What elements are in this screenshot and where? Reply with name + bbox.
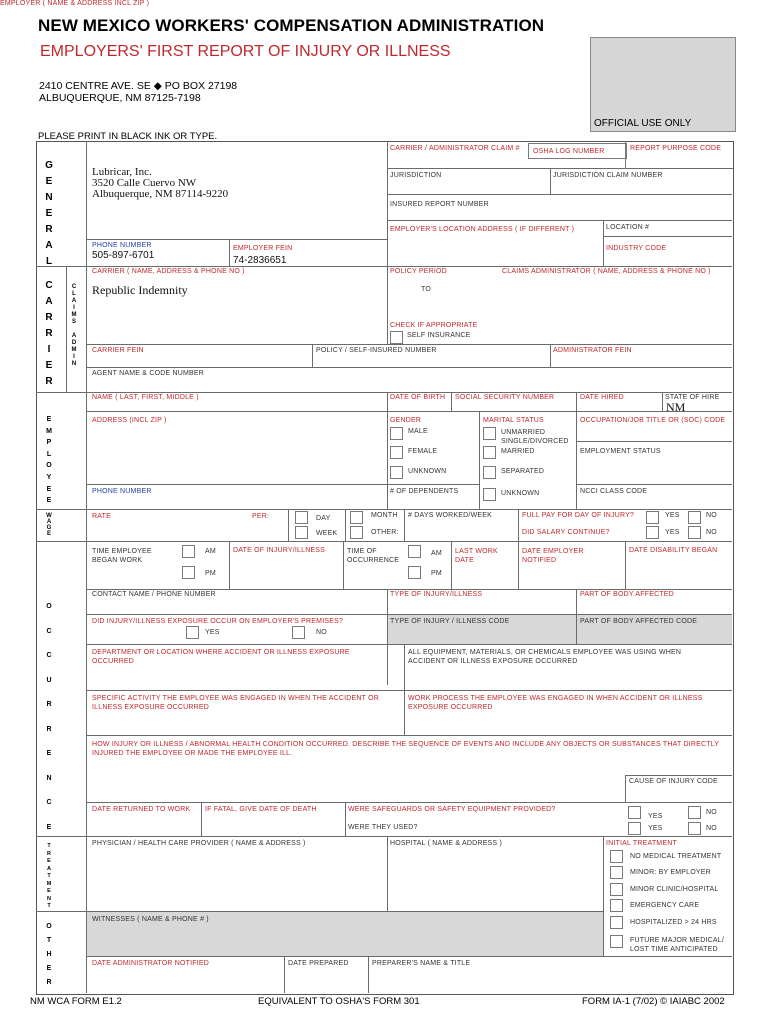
jurisdiction-label: JURISDICTION [390,172,442,179]
side-label-wage: W A G E [46,513,52,537]
state-hire-value[interactable]: NM [666,400,686,414]
policy-number-label: POLICY / SELF-INSURED NUMBER [316,347,437,354]
activity-label: SPECIFIC ACTIVITY THE EMPLOYEE WAS ENGAGED IN WHEN THE ACCIDENT OR ILLNESS EXPOSURE OCCURRED [92,695,380,711]
last-work-label: LAST WORK DATE [455,548,498,564]
premises-yes-checkbox[interactable] [186,626,199,639]
side-label-other: O T H E R [46,923,52,986]
used-yes-label: YES [648,825,663,832]
treatment-option-5-label: FUTURE MAJOR MEDICAL/ LOST TIME ANTICIPATED [630,937,725,953]
premises-no-checkbox[interactable] [292,626,305,639]
began-pm-checkbox[interactable] [182,566,195,579]
employer-city[interactable]: Albuquerque, NM 87114-9220 [92,188,229,200]
treatment-option-0-label: NO MEDICAL TREATMENT [630,853,722,860]
address-line-1: 2410 CENTRE AVE. SE ◆ PO BOX 27198 [39,80,238,92]
type-injury-label: TYPE OF INJURY/ILLNESS [390,591,483,598]
form-title: NEW MEXICO WORKERS' COMPENSATION ADMINISTRATION [38,16,545,35]
used-yes-checkbox[interactable] [628,822,641,835]
treatment-option-3-label: EMERGENCY CARE [630,902,700,909]
premises-label: DID INJURY/ILLNESS EXPOSURE OCCUR ON EMPLOYER'S PREMISES? [92,618,344,625]
jurisdiction-claim-label: JURISDICTION CLAIM NUMBER [553,172,663,179]
rate-label: RATE [92,513,111,520]
witnesses-label: WITNESSES ( NAME & PHONE # ) [92,916,209,923]
side-label-general: G E N E R A L [45,160,53,267]
occurrence-am-label: AM [431,550,442,557]
employer-fein[interactable]: 74-2836651 [233,255,287,266]
employee-name-label: NAME ( LAST, FIRST, MIDDLE ) [92,394,199,401]
full-pay-yes-checkbox[interactable] [646,511,659,524]
employer-label: EMPLOYER ( NAME & ADDRESS INCL ZIP ) [0,0,150,7]
policy-period-label: POLICY PERIOD [390,268,447,275]
side-label-occurrence: O C C U R R E N C E [46,603,52,831]
footer-form-left: NM WCA FORM E1.2 [30,996,122,1007]
marital-unknown-label: UNKNOWN [501,490,540,497]
official-use-label: OFFICIAL USE ONLY [594,118,692,129]
employer-fein-label: EMPLOYER FEIN [233,245,293,252]
side-label-employee: E M P L O Y E E [46,416,52,505]
report-purpose-label: REPORT PURPOSE CODE [630,145,722,152]
self-insurance-checkbox[interactable] [390,331,403,344]
date-injury-label: DATE OF INJURY/ILLNESS [233,547,326,554]
contact-label: CONTACT NAME / PHONE NUMBER [92,591,216,598]
dob-label: DATE OF BIRTH [390,394,446,401]
employer-phone[interactable]: 505-897-6701 [92,250,155,261]
treatment-option-3-checkbox[interactable] [610,899,623,912]
premises-yes-label: YES [205,629,220,636]
initial-treatment-label: INITIAL TREATMENT [606,840,677,847]
date-hired-label: DATE HIRED [580,394,624,401]
began-pm-label: PM [205,570,216,577]
employee-address-label: ADDRESS (INCL ZIP ) [92,417,167,424]
ssn-label: SOCIAL SECURITY NUMBER [455,394,555,401]
marital-unknown-checkbox[interactable] [483,488,496,501]
salary-no-checkbox[interactable] [688,526,701,539]
address-line-2: ALBUQUERQUE, NM 87125-7198 [39,92,201,104]
occurrence-pm-checkbox[interactable] [408,566,421,579]
gender-label: GENDER [390,417,422,424]
occurrence-pm-label: PM [431,570,442,577]
employee-phone-label: PHONE NUMBER [92,488,152,495]
safeguards-no-checkbox[interactable] [688,806,701,819]
treatment-option-1-label: MINOR: BY EMPLOYER [630,869,711,876]
treatment-option-2-label: MINOR CLINIC/HOSPITAL [630,886,719,893]
occupation-label: OCCUPATION/JOB TITLE OR (SOC) CODE [580,417,726,424]
safeguards-yes-checkbox[interactable] [628,806,641,819]
month-checkbox[interactable] [350,511,363,524]
self-insurance-label: SELF INSURANCE [407,332,471,339]
fatal-label: IF FATAL, GIVE DATE OF DEATH [205,806,317,813]
preparer-label: PREPARER'S NAME & TITLE [372,960,471,967]
female-label: FEMALE [408,448,438,455]
state-hire-label: STATE OF HIRE [665,394,720,401]
married-checkbox[interactable] [483,446,496,459]
male-label: MALE [408,428,428,435]
day-label: DAY [316,515,331,522]
agent-label: AGENT NAME & CODE NUMBER [92,370,205,377]
used-no-checkbox[interactable] [688,822,701,835]
gender-unknown-label: UNKNOWN [408,468,447,475]
treatment-option-2-checkbox[interactable] [610,883,623,896]
date-prepared-label: DATE PREPARED [288,960,349,967]
location-number-label: LOCATION # [606,224,650,231]
unmarried-label: UNMARRIED SINGLE/DIVORCED [501,429,569,445]
began-am-label: AM [205,548,216,555]
marital-label: MARITAL STATUS [483,417,544,424]
female-checkbox[interactable] [390,446,403,459]
footer-form-right: FORM IA-1 (7/02) © IAIABC 2002 [582,996,725,1007]
full-pay-no-label: NO [706,512,717,519]
used-label: WERE THEY USED? [348,824,418,831]
carrier-claim-label: CARRIER / ADMINISTRATOR CLAIM # [390,145,520,152]
employer-street[interactable]: 3520 Calle Cuervo NW [92,177,197,189]
week-checkbox[interactable] [295,526,308,539]
treatment-option-1-checkbox[interactable] [610,866,623,879]
footer-form-center: EQUIVALENT TO OSHA'S FORM 301 [258,996,420,1007]
carrier-fein-label: CARRIER FEIN [92,347,144,354]
treatment-option-4-checkbox[interactable] [610,916,623,929]
check-appropriate-label: CHECK IF APPROPRIATE [390,322,478,329]
separated-checkbox[interactable] [483,466,496,479]
premises-no-label: NO [316,629,327,636]
cause-code-label: CAUSE OF INJURY CODE [629,778,718,785]
phone-label: PHONE NUMBER [92,242,152,249]
married-label: MARRIED [501,448,535,455]
other-checkbox[interactable] [350,526,363,539]
location-address-label: EMPLOYER'S LOCATION ADDRESS ( IF DIFFERENT ) [390,226,575,233]
separated-label: SEPARATED [501,468,545,475]
body-part-label: PART OF BODY AFFECTED [580,591,674,598]
physician-label: PHYSICIAN / HEALTH CARE PROVIDER ( NAME & ADDRESS ) [92,840,306,847]
day-checkbox[interactable] [295,511,308,524]
safeguards-label: WERE SAFEGUARDS OR SAFETY EQUIPMENT PROVIDED? [348,806,556,813]
salary-no-label: NO [706,529,717,536]
equipment-label: ALL EQUIPMENT, MATERIALS, OR CHEMICALS EMPLOYEE WAS USING WHEN ACCIDENT OR ILLNESS EXPOSURE OCCURRED [408,649,682,665]
hospital-label: HOSPITAL ( NAME & ADDRESS ) [390,840,502,847]
dependents-label: # OF DEPENDENTS [390,488,459,495]
employer-name[interactable]: Lubricar, Inc. [92,166,152,178]
side-label-treatment: T R E A T M E N T [46,843,52,909]
began-work-label: TIME EMPLOYEE BEGAN WORK [92,548,152,564]
returned-label: DATE RETURNED TO WORK [92,806,191,813]
other-label: OTHER: [371,529,399,536]
treatment-option-0-checkbox[interactable] [610,850,623,863]
date-notified-label: DATE EMPLOYER NOTIFIED [522,548,584,564]
form-subtitle: EMPLOYERS' FIRST REPORT OF INJURY OR ILLNESS [40,43,451,60]
treatment-option-5-checkbox[interactable] [610,935,623,948]
admin-fein-label: ADMINISTRATOR FEIN [553,347,632,354]
side-label-claims-admin: C L A I M S A D M I N [71,284,77,367]
insured-report-label: INSURED REPORT NUMBER [390,201,489,208]
occurrence-am-checkbox[interactable] [408,545,421,558]
full-pay-no-checkbox[interactable] [688,511,701,524]
salary-yes-label: YES [665,529,680,536]
ncci-label: NCCI CLASS CODE [580,488,648,495]
claims-admin-label: CLAIMS ADMINISTRATOR ( NAME, ADDRESS & PHONE NO ) [502,268,711,275]
body-code-label: PART OF BODY AFFECTED CODE [580,618,698,625]
used-no-label: NO [706,825,717,832]
salary-continue-label: DID SALARY CONTINUE? [522,529,610,536]
policy-to-label: TO [421,286,431,293]
carrier-value[interactable]: Republic Indemnity [92,283,188,297]
began-am-checkbox[interactable] [182,545,195,558]
treatment-option-4-label: HOSPITALIZED > 24 HRS [630,919,717,926]
full-pay-yes-label: YES [665,512,680,519]
carrier-label: CARRIER ( NAME, ADDRESS & PHONE NO ) [92,268,245,275]
industry-code-label: INDUSTRY CODE [606,245,667,252]
salary-yes-checkbox[interactable] [646,526,659,539]
how-occurred-label: HOW INJURY OR ILLNESS / ABNORMAL HEALTH CONDITION OCCURRED. DESCRIBE THE SEQUENCE OF EVENTS AND INCLUDE ANY OBJECTS OR SUBSTANCES THAT DIRECTLY INJURED THE EMPLOYEE OR MADE THE EMPLOYEE ILL. [92,741,720,757]
type-code-label: TYPE OF INJURY / ILLNESS CODE [390,618,510,625]
time-occurrence-label: TIME OF OCCURRENCE [347,548,400,564]
full-pay-label: FULL PAY FOR DAY OF INJURY? [522,512,635,519]
per-label: PER: [252,513,270,520]
days-worked-label: # DAYS WORKED/WEEK [408,512,492,519]
unmarried-checkbox[interactable] [483,427,496,440]
male-checkbox[interactable] [390,427,403,440]
side-label-carrier: C A R R I E R [45,280,53,387]
safeguards-no-label: NO [706,809,717,816]
osha-log-label: OSHA LOG NUMBER [533,148,605,155]
month-label: MONTH [371,512,398,519]
safeguards-yes-label: YES [648,813,663,820]
week-label: WEEK [316,530,338,537]
disability-began-label: DATE DISABILITY BEGAN [629,547,718,554]
process-label: WORK PROCESS THE EMPLOYEE WAS ENGAGED IN WHEN ACCIDENT OR ILLNESS EXPOSURE OCCURRED [408,695,703,711]
gender-unknown-checkbox[interactable] [390,466,403,479]
department-label: DEPARTMENT OR LOCATION WHERE ACCIDENT OR ILLNESS EXPOSURE OCCURRED [92,649,350,665]
admin-notified-label: DATE ADMINISTRATOR NOTIFIED [92,960,210,967]
employment-status-label: EMPLOYMENT STATUS [580,448,661,455]
print-note: PLEASE PRINT IN BLACK INK OR TYPE. [38,131,218,142]
